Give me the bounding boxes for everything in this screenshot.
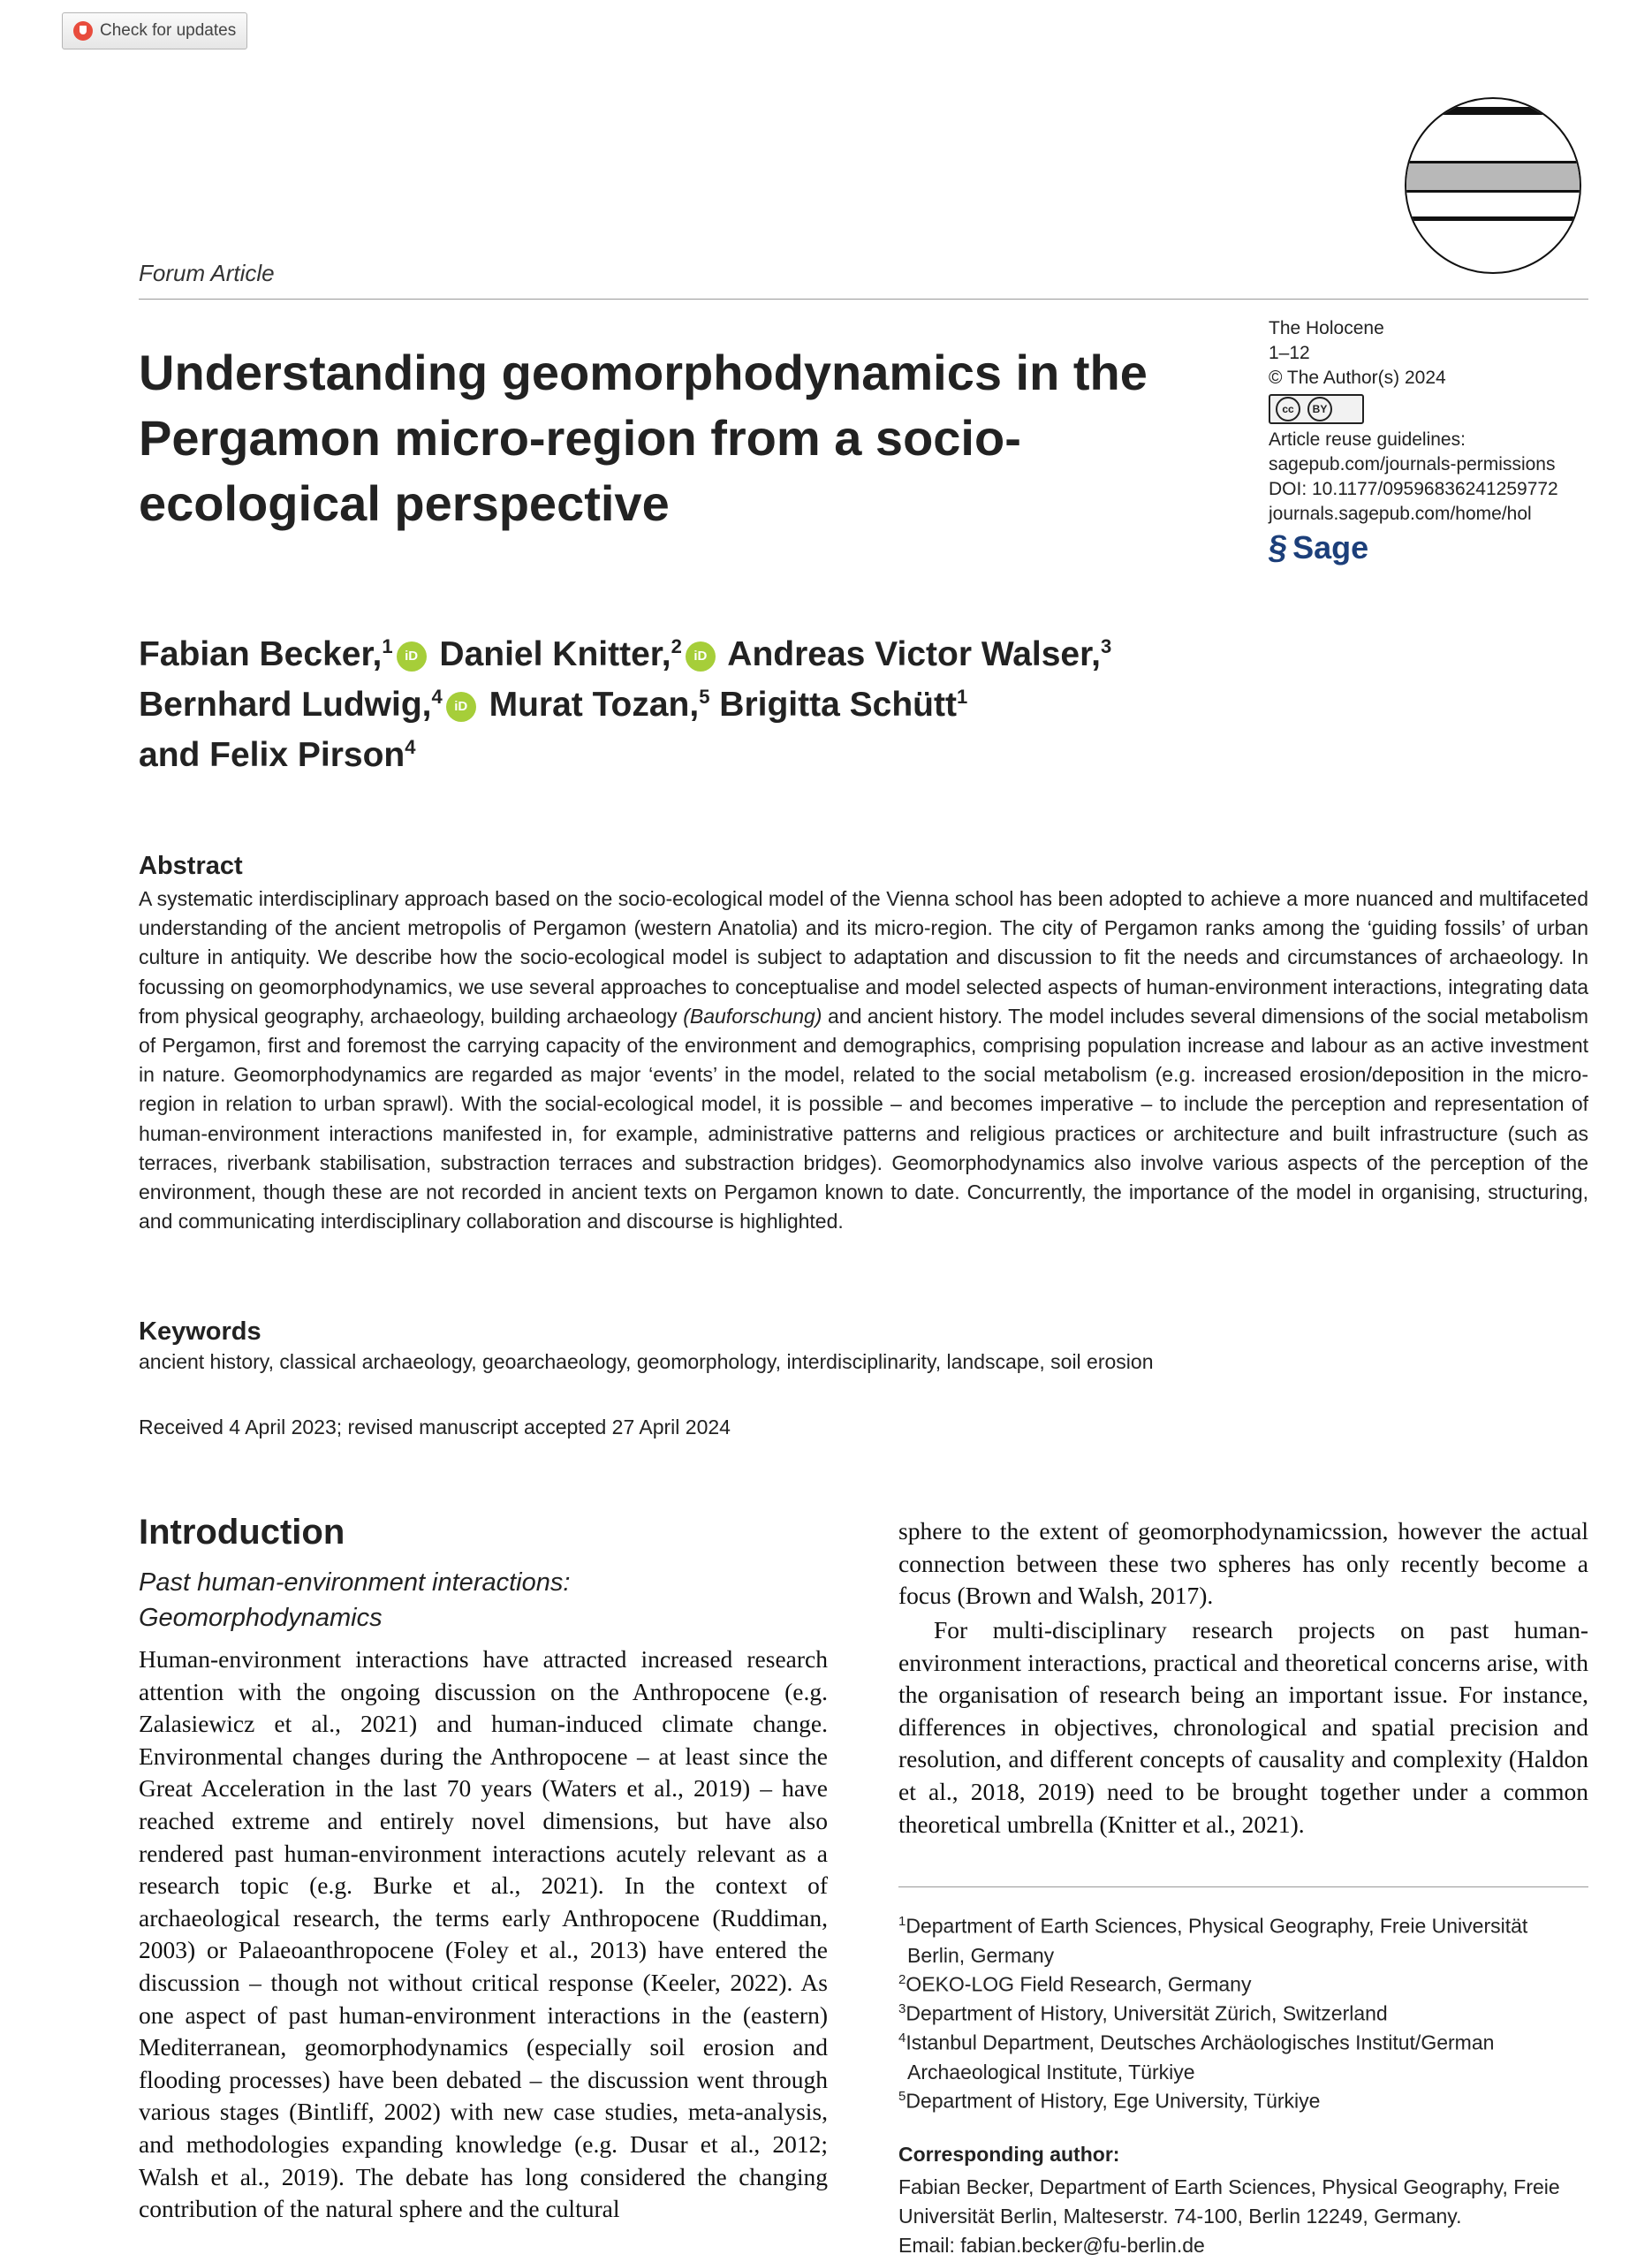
- author-affiliation: 4: [405, 736, 416, 758]
- author-affiliation: 4: [431, 686, 443, 708]
- introduction-heading: Introduction: [139, 1513, 345, 1552]
- copyright: © The Author(s) 2024: [1269, 368, 1446, 388]
- reuse-label: Article reuse guidelines:: [1269, 429, 1466, 450]
- introduction-right-paragraph-1: sphere to the extent of geomorphodynamicssion, however the actual connection between these two spheres has only recently become a focus (Brown and Walsh, 2017).: [898, 1517, 1588, 1610]
- orcid-icon[interactable]: iD: [686, 641, 716, 672]
- keywords-text: ancient history, classical archaeology, geoarchaeology, geomorphology, interdisciplinarity, landscape, soil erosion: [139, 1350, 1154, 1373]
- abstract-heading: Abstract: [139, 852, 243, 880]
- keywords-heading: Keywords: [139, 1317, 261, 1346]
- footnote-divider: [898, 1886, 1588, 1887]
- author-affiliation: 1: [382, 635, 393, 657]
- author-name: Bernhard Ludwig,: [139, 686, 432, 724]
- author-list: [139, 626, 1375, 777]
- author-affiliation: 1: [956, 686, 968, 708]
- author-name: and Felix Pirson: [139, 736, 405, 774]
- author-affiliation: 5: [699, 686, 710, 708]
- affiliation-item: $^5$Department of History, Ege University, Türkiye: [898, 2089, 1321, 2113]
- introduction-right-paragraph-2: For multi-disciplinary research projects on past human-environment interactions, practical and theoretical concerns arise, with the organisation of research being an important issue. For instance, differences in objectives, chronological and spatial precision and resolution, and different concepts of causality and complexity (Haldon et al., 2018, 2019) need to be brought together under a common theoretical umbrella (Knitter et al., 2021).: [898, 1616, 1588, 1838]
- introduction-left-column: Human-environment interactions have attracted increased research attention with the ongoing discussion on the Anthropocene (e.g. Zalasiewicz et al., 2021) and human-induced climate change. Environmental changes during the Anthropocene – at least since the Great Acceleration in the last 70 years (Waters et al., 2019) – have reached extreme and entirely novel dimensions, but have also rendered past human-environment interactions acutely relevant as a research topic (e.g. Burke et al., 2021). In the context of archaeological research, the terms early Anthropocene (Ruddiman, 2003) or Palaeoanthropocene (Foley et al., 2013) have entered the discussion – though not without critical response (Keeler, 2022). As one aspect of past human-environment interactions in the (eastern) Mediterranean, geomorphodynamics (especially soil erosion and flooding processes) have been debated – the discussion went through various stages (Bintliff, 2002) with new case studies, meta-analysis, and methodologies expanding knowledge (e.g. Dusar et al., 2012; Walsh et al., 2019). The debate has long considered the changing contribution of the natural sphere and the cultural: [139, 1645, 828, 2223]
- author-affiliation: 3: [1100, 635, 1112, 657]
- journal-emblem-logo: [1405, 97, 1581, 274]
- journal-homepage-link[interactable]: journals.sagepub.com/home/hol: [1269, 504, 1532, 524]
- by-icon: BY: [1307, 397, 1332, 421]
- orcid-icon[interactable]: iD: [397, 641, 427, 672]
- sage-s-icon: §: [1266, 529, 1290, 566]
- introduction-subheading: Past human-environment interactions: Geomorphodynamics: [139, 1568, 571, 1632]
- author-name: Brigitta Schütt: [719, 686, 957, 724]
- header-divider: [139, 299, 1588, 300]
- article-type: Forum Article: [139, 260, 275, 286]
- received-dates: Received 4 April 2023; revised manuscript accepted 27 April 2024: [139, 1416, 731, 1438]
- orcid-icon[interactable]: iD: [446, 692, 476, 722]
- cc-by-license-icon[interactable]: [1269, 394, 1364, 424]
- doi[interactable]: DOI: 10.1177/09596836241259772: [1269, 479, 1558, 499]
- author-name: Daniel Knitter,: [439, 635, 671, 673]
- check-for-updates-label: Check for updates: [100, 21, 237, 40]
- author-name: Andreas Victor Walser,: [727, 635, 1101, 673]
- affiliation-item: $^3$Department of History, Universität Zürich, Switzerland: [898, 2001, 1388, 2025]
- publisher-logo: [1266, 529, 1595, 566]
- corresponding-author-heading: Corresponding author:: [898, 2143, 1120, 2166]
- journal-name: The Holocene: [1269, 318, 1384, 338]
- author-affiliation: 2: [671, 635, 682, 657]
- affiliation-item: $^1$Department of Earth Sciences, Physical Geography, Freie Universität Berlin, Germany: [898, 1914, 1528, 1967]
- page-range: 1–12: [1269, 343, 1310, 363]
- publisher-name: Sage: [1292, 529, 1369, 566]
- abstract-text: A systematic interdisciplinary approach based on the socio-ecological model of the Vienna school has been adopted to achieve a more nuanced and multifaceted understanding of the ancient metropolis of Pergamon (western Anatolia) and its micro-region. The city of Pergamon ranks among the ‘guiding fossils’ of urban culture in antiquity. We describe how the socio-ecological model is subject to adaptation and discussion to fit the needs and circumstances of archaeology. In focussing on geomorphodynamics, we use several approaches to conceptualise and model selected aspects of human-environment interactions, integrating data from physical geography, archaeology, building archaeology (Bauforschung) and ancient history. The model includes several dimensions of the social metabolism of Pergamon, first and foremost the carrying capacity of the environment and demographics, comprising population increase and labour as an active investment in nature. Geomorphodynamics are regarded as major ‘events’ in the model, related to the social metabolism (e.g. increased erosion/deposition in the micro-region in relation to urban sprawl). With the social-ecological model, it is possible – and becomes imperative – to include the perception and representation of human-environment interactions manifested in, for example, administrative patterns and religious practices or architecture and built infrastructure (such as terraces, riverbank stabilisation, substraction terraces and substraction bridges). Geomorphodynamics also involve various aspects of the perception of the environment, though these are not recorded in ancient texts on Pergamon known to date. Concurrently, the importance of the model in organising, structuring, and communicating interdisciplinary collaboration and discourse is highlighted.: [139, 887, 1588, 1233]
- bookmark-update-icon: [73, 21, 93, 41]
- corresponding-author-details: Fabian Becker, Department of Earth Sciences, Physical Geography, Freie Universität Berlin, Malteserstr. 74-100, Berlin 12249, Germany. Email: fabian.becker@fu-berlin.de: [898, 2175, 1560, 2257]
- email-link[interactable]: fabian.becker@fu-berlin.de: [960, 2234, 1205, 2257]
- author-name: Fabian Becker,: [139, 635, 383, 673]
- journal-meta: [1266, 316, 1595, 566]
- author-name: Murat Tozan,: [489, 686, 700, 724]
- affiliation-item: $^2$OEKO-LOG Field Research, Germany: [898, 1972, 1252, 1996]
- check-for-updates-button[interactable]: [62, 12, 247, 49]
- article-title: Understanding geomorphodynamics in the Pergamon micro-region from a socio-ecological perspective: [139, 345, 1148, 531]
- cc-icon: cc: [1276, 397, 1300, 421]
- reuse-link[interactable]: sagepub.com/journals-permissions: [1269, 454, 1556, 474]
- affiliation-item: $^4$Istanbul Department, Deutsches Archäologisches Institut/German Archaeological Institute, Türkiye: [898, 2030, 1495, 2084]
